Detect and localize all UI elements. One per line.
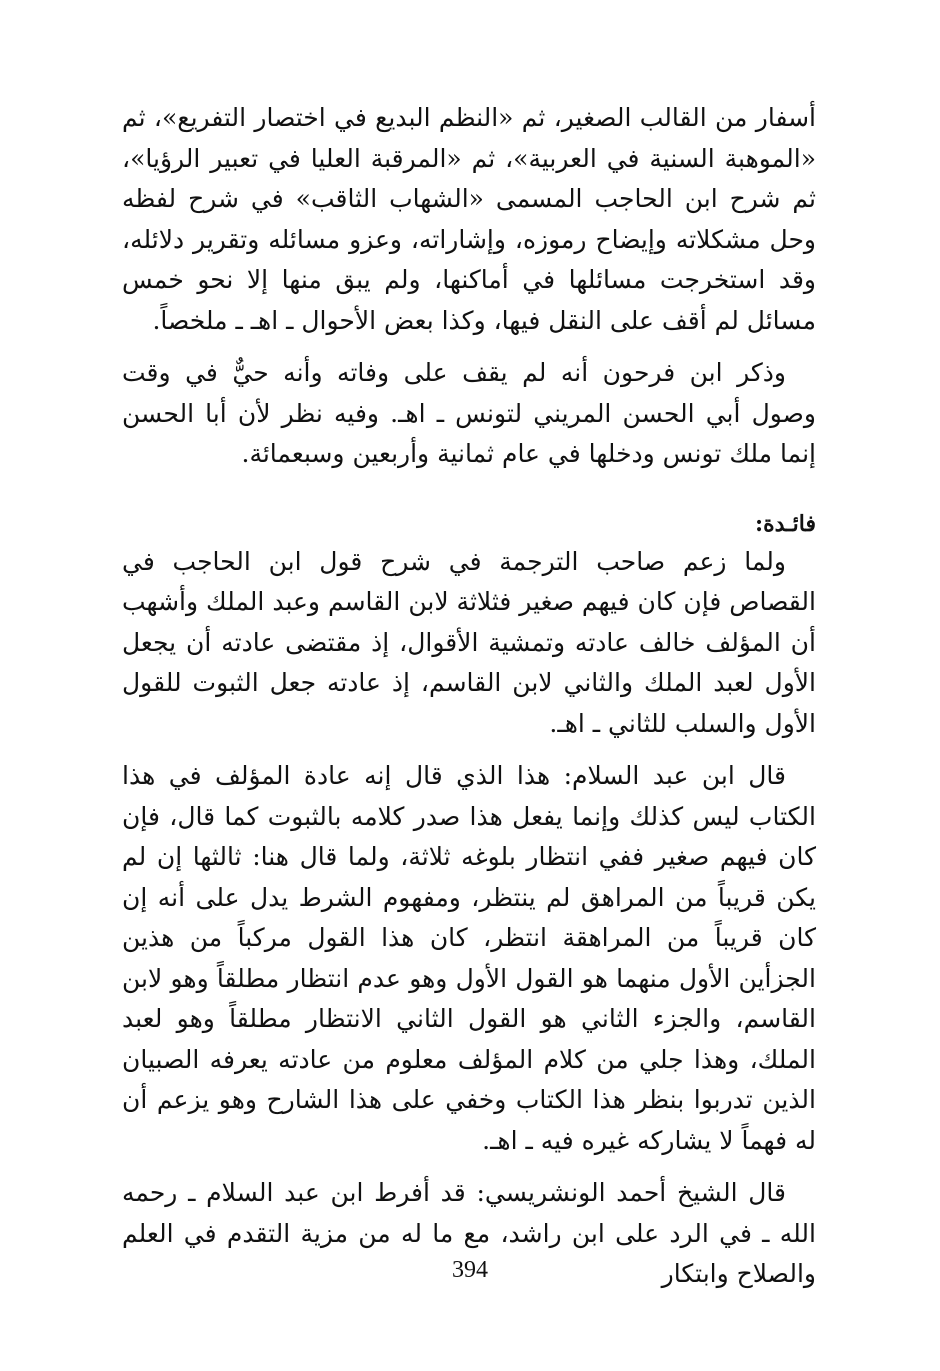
paragraph-wansharisi: قال الشيخ أحمد الونشريسي: قد أفرط ابن عبد السلام ـ رحمه الله ـ في الرد على ابن راشد، مع ما له من مزية التقدم في العلم والصلاح وابتكار	[122, 1178, 816, 1288]
paragraph-claim: ولما زعم صاحب الترجمة في شرح قول ابن الحاجب في القصاص فإن كان فيهم صغير فثلاثة لابن القاسم وعبد الملك وأشهب أن المؤلف خالف عادته وتمشية الأقوال، إذ مقتضى عادته أن يجعل الأول لعبد الملك والثاني لابن القاسم، إذ عادته جعل الثبوت للقول الأول والسلب للثاني ـ اهـ.	[122, 546, 816, 738]
section-heading: فائـدة:	[755, 510, 816, 537]
paragraph-ibn-abd-al-salam: قال ابن عبد السلام: هذا الذي قال إنه عادة المؤلف في هذا الكتاب ليس كذلك وإنما يفعل هذا صدر كلامه بالثبوت كما قال، فإن كان فيهم صغير ففي انتظار بلوغه ثلاثة، ولما قال هنا: ثالثها إن لم يكن قريباً من المراهق لم ينتظر، ومفهوم الشرط يدل على أنه إن كان قريباً من المراهقة انتظر، كان هذا القول مركباً من هذين الجزأين الأول منهما هو القول الأول وهو عدم انتظار مطلقاً وهو لابن القاسم، والجزء الثاني هو القول الثاني الانتظار مطلقاً وهو لعبد الملك، وهذا جلي من كلام المؤلف معلوم من عادته يعرفه الصبيان الذين تدربوا بنظر هذا الكتاب وخفي على هذا الشارح وهو يزعم أن له فهماً لا يشاركه غيره فيه ـ اهـ.	[122, 761, 816, 1155]
page-number: 394	[452, 1257, 488, 1283]
page-body	[122, 98, 816, 1295]
paragraph-ibn-farhun: وذكر ابن فرحون أنه لم يقف على وفاته وأنه حيٌّ في وقت وصول أبي الحسن المريني لتونس ـ اهـ. وفيه نظر لأن أبا الحسن إنما ملك تونس ودخلها في عام ثمانية وأربعين وسبعمائة.	[122, 358, 816, 468]
paragraph-continuation: أسفار من القالب الصغير، ثم «النظم البديع في اختصار التفريع»، ثم «الموهبة السنية في العربية»، ثم «المرقبة العليا في تعبير الرؤيا»، ثم شرح ابن الحاجب المسمى «الشهاب الثاقب» في شرح لفظه وحل مشكلاته وإيضاح رموزه، وإشاراته، وعزو مسائله وتقرير دلائله، وقد استخرجت مسائلها في أماكنها، ولم يبق منها إلا نحو خمس مسائل لم أقف على النقل فيها، وكذا بعض الأحوال ـ اهـ ـ ملخصاً.	[122, 103, 816, 335]
